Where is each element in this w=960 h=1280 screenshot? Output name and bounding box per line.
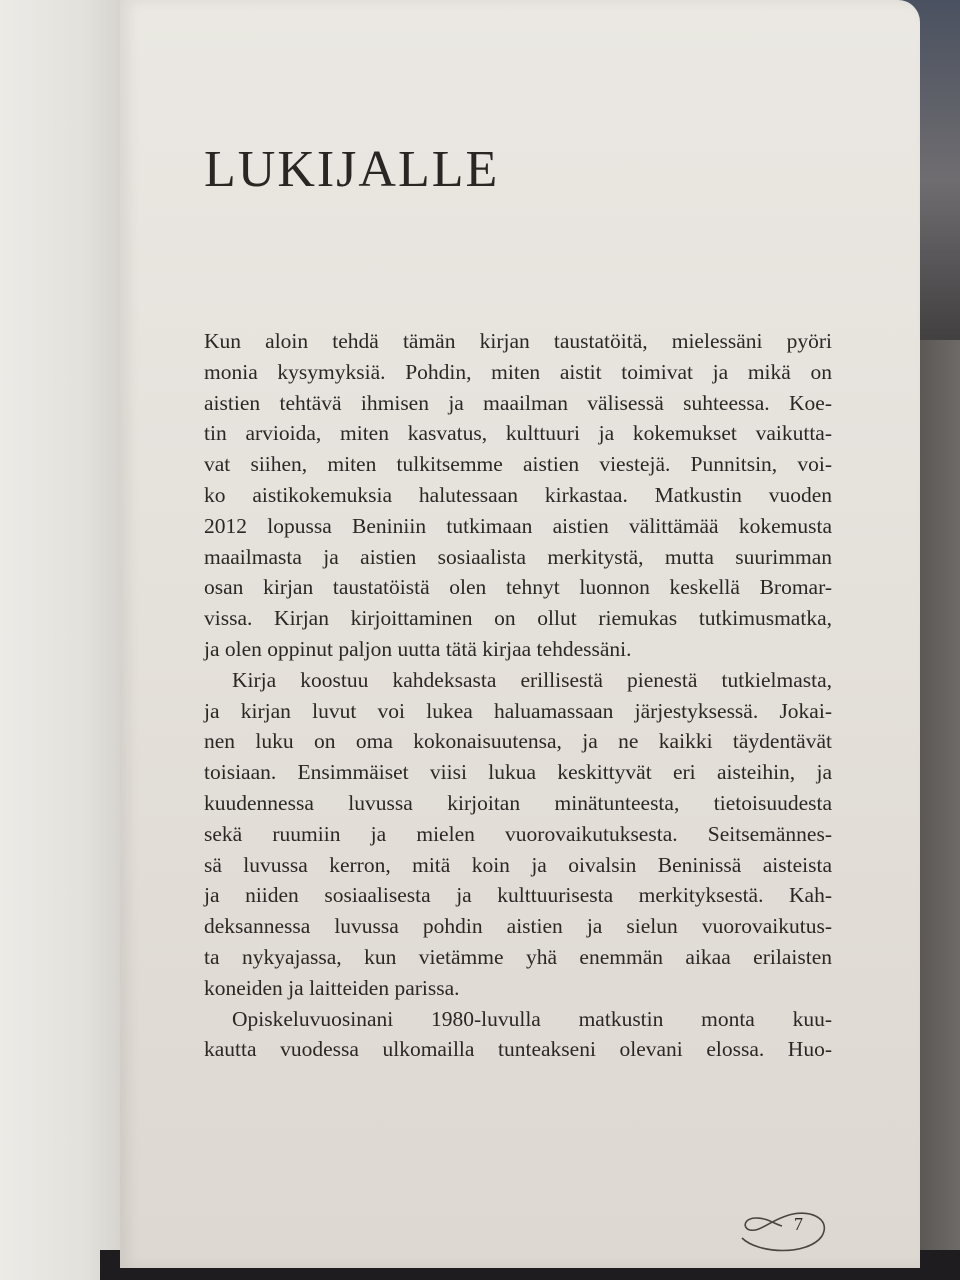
- text-line: toisiaan. Ensimmäiset viisi lukua keskittyvät eri aisteihin, ja: [204, 760, 832, 785]
- swirl-ornament-icon: [738, 1208, 828, 1258]
- text-line: vissa. Kirjan kirjoittaminen on ollut riemukas tutkimusmatka,: [204, 606, 832, 631]
- text-line: tin arvioida, miten kasvatus, kulttuuri ja kokemukset vaikutta-: [204, 421, 832, 446]
- text-line: ja niiden sosiaalisesta ja kulttuurisesta merkityksestä. Kah-: [204, 883, 832, 908]
- page-folio: [738, 1208, 828, 1258]
- text-line: sä luvussa kerron, mitä koin ja oivalsin Beninissä aisteista: [204, 852, 832, 877]
- body-text: [204, 326, 832, 1065]
- paragraph-2: [204, 665, 832, 1004]
- text-line: ko aistikokemuksia halutessaan kirkastaa. Matkustin vuoden: [204, 482, 832, 507]
- text-line: nen luku on oma kokonaisuutensa, ja ne kaikki täydentävät: [204, 729, 832, 754]
- text-line: ta nykyajassa, kun vietämme yhä enemmän aikaa erilaisten: [204, 944, 832, 969]
- chapter-title: LUKIJALLE: [204, 141, 500, 198]
- text-line: 2012 lopussa Beniniin tutkimaan aistien välittämää kokemusta: [204, 513, 832, 538]
- text-line: maailmasta ja aistien sosiaalista merkitystä, mutta suurimman: [204, 544, 832, 569]
- text-line: deksannessa luvussa pohdin aistien ja sielun vuorovaikutus-: [204, 914, 832, 939]
- page-number: 7: [794, 1214, 803, 1234]
- text-line: vat siihen, miten tulkitsemme aistien viestejä. Punnitsin, voi-: [204, 452, 832, 477]
- text-line: Kirja koostuu kahdeksasta erillisestä pienestä tutkielmasta,: [232, 667, 832, 692]
- text-line: koneiden ja laitteiden parissa.: [204, 975, 460, 1000]
- text-line: sekä ruumiin ja mielen vuorovaikutuksesta. Seitsemännes-: [204, 821, 832, 846]
- text-line: osan kirjan taustatöistä olen tehnyt luonnon keskellä Bromar-: [204, 575, 832, 600]
- text-line: kuudennessa luvussa kirjoitan minätunteesta, tietoisuudesta: [204, 790, 832, 815]
- paragraph-3: [204, 1004, 832, 1066]
- paragraph-1: [204, 326, 832, 665]
- text-line: Opiskeluvuosinani 1980-luvulla matkustin monta kuu-: [232, 1006, 832, 1031]
- left-page-edge: [0, 0, 122, 1280]
- text-line: ja olen oppinut paljon uutta tätä kirjaa tehdessäni.: [204, 636, 632, 661]
- text-line: monia kysymyksiä. Pohdin, miten aistit toimivat ja mikä on: [204, 359, 832, 384]
- text-line: Kun aloin tehdä tämän kirjan taustatöitä, mielessäni pyöri: [204, 329, 832, 353]
- text-line: ja kirjan luvut voi lukea haluamassaan järjestyksessä. Jokai-: [204, 698, 832, 723]
- text-line: aistien tehtävä ihmisen ja maailman välisessä suhteessa. Koe-: [204, 390, 832, 415]
- text-line: kautta vuodessa ulkomailla tunteakseni olevani elossa. Huo-: [204, 1037, 832, 1062]
